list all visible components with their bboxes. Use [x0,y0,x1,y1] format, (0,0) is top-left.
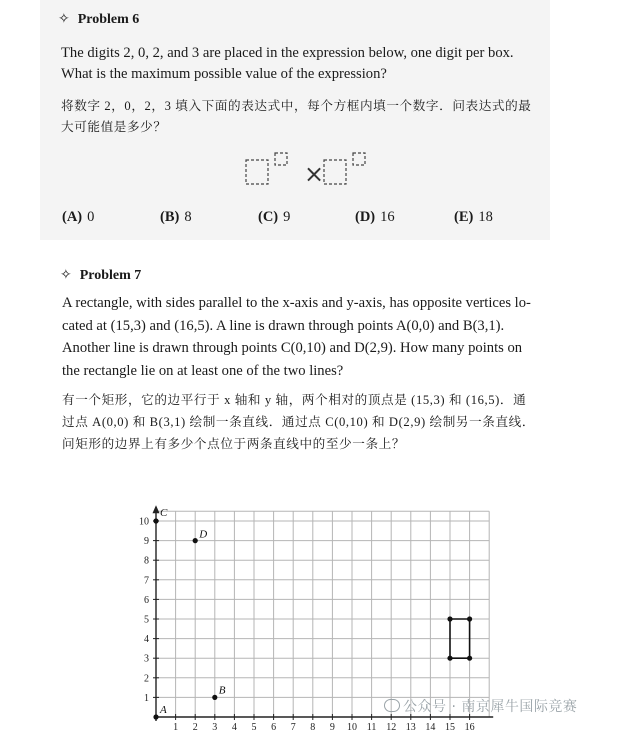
y-tick-label: 7 [144,575,149,587]
problem-6-en-line-1: The digits 2, 0, 2, and 3 are placed in the expression below, one digit per box. [61,45,514,61]
x-tick-label: 5 [251,722,257,731]
point-c [153,518,158,523]
x-tick-label: 2 [192,722,198,731]
problem-7-title: Problem 7 [79,268,142,283]
rectangle-vertex-point [447,616,452,621]
point-a [153,714,158,719]
point-b [212,695,217,700]
problem-7-zh-line-1: 有一个矩形，它的边平行于 x 轴和 y 轴，两个相对的顶点是 (15,3) 和 (16,5)．通 [62,393,527,407]
exponent-box-2 [353,153,365,165]
watermark: 公众号 · 南京犀牛国际竞赛 [384,696,577,716]
x-tick-label: 4 [231,722,237,731]
x-tick-label: 15 [445,722,455,731]
x-tick-label: 14 [425,722,436,731]
problem-7-en-line-1: A rectangle, with sides parallel to the x-axis and y-axis, has opposite vertices lo- [62,295,531,311]
times-operator: × [304,160,325,188]
y-tick-label: 5 [144,614,149,626]
x-tick-label: 12 [386,722,397,731]
y-tick-label: 3 [144,653,149,665]
problem-7-english [62,292,531,382]
x-tick-label: 1 [173,722,179,731]
x-tick-label: 3 [212,722,218,731]
y-tick-label: 4 [144,634,149,646]
x-tick-label: 7 [290,722,296,731]
choice-c[interactable]: (C) 9 [258,209,291,225]
y-axis-arrow-icon [153,505,160,513]
rectangle-vertex-point [467,656,472,661]
y-tick-label: 10 [139,516,149,528]
y-tick-label: 6 [144,594,149,606]
expression-diagram [242,150,372,190]
y-tick-label: 8 [144,555,149,567]
base-box-1 [246,160,268,184]
x-tick-label: 11 [366,722,377,731]
problem-6-heading [58,11,139,28]
problem-7-en-line-2: cated at (15,3) and (16,5). A line is drawn through points A(0,0) and B(3,1). [62,317,505,334]
star-icon: ✧ [60,268,72,283]
problem-7-zh-line-3: 问矩形的边界上有多少个点位于两条直线中的至少一条上？ [62,437,406,451]
problem-7-heading [60,267,141,284]
rectangle-vertex-point [467,616,472,621]
wechat-icon [384,699,400,712]
point-label-c: C [160,507,168,519]
choice-b[interactable]: (B) 8 [160,209,192,225]
choice-a[interactable]: (A) 0 [62,209,95,225]
problem-6-en-line-2: What is the maximum possible value of the expression? [61,66,387,82]
y-tick-label: 9 [144,536,149,548]
problem-6-title: Problem 6 [77,12,140,27]
problem-7-chinese [62,389,535,455]
exponent-box-1 [275,153,287,165]
x-tick-label: 8 [310,722,316,731]
answer-choices [62,209,552,231]
choice-d[interactable]: (D) 16 [355,209,395,225]
x-tick-label: 16 [464,722,475,731]
y-tick-label: 1 [144,692,149,704]
problem-7-en-line-3: Another line is drawn through points C(0,10) and D(2,9). How many points on [62,340,523,356]
point-d [193,538,198,543]
choice-e[interactable]: (E) 18 [454,209,493,225]
y-tick-label: 2 [144,673,149,685]
rectangle-vertex-point [447,656,452,661]
point-label-d: D [199,528,208,541]
base-box-2 [324,160,346,184]
problem-6-zh-line-2: 大可能值是多少？ [61,120,167,134]
problem-6-zh-line-1: 将数字 2，0，2，3 填入下面的表达式中，每个方框内填一个数字．问表达式的最 [61,99,532,113]
x-tick-label: 6 [271,722,277,731]
x-tick-label: 13 [405,722,416,731]
problem-7-en-line-4: the rectangle lie on at least one of the two lines? [62,362,344,379]
problem-7-zh-line-2: 过点 A(0,0) 和 B(3,1) 绘制一条直线．通过点 C(0,10) 和 D(2,9) 绘制另一条直线． [62,415,536,429]
star-icon: ✧ [58,12,70,27]
x-tick-label: 10 [347,722,357,731]
point-label-a: A [160,704,167,716]
x-tick-label: 9 [329,722,335,731]
point-label-b: B [218,684,226,697]
